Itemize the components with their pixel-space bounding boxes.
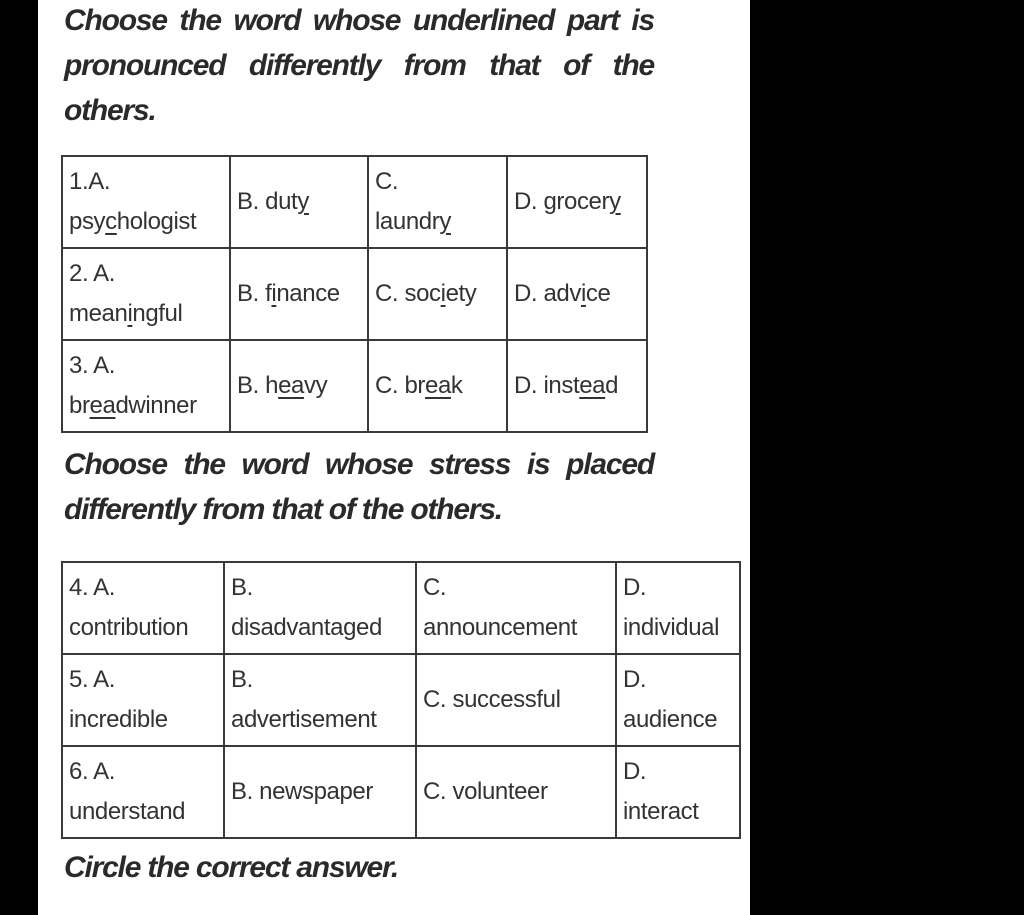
option-2b: B. finance bbox=[230, 248, 368, 340]
option-3a: 3. A. breadwinner bbox=[62, 340, 230, 432]
table-row bbox=[62, 746, 740, 838]
option-6a: 6. A. understand bbox=[62, 746, 224, 838]
table-row bbox=[62, 562, 740, 654]
option-5c: C. successful bbox=[416, 654, 616, 746]
stress-table bbox=[61, 561, 741, 839]
option-4a: 4. A. contribution bbox=[62, 562, 224, 654]
option-2c: C. society bbox=[368, 248, 507, 340]
option-6d: D. interact bbox=[616, 746, 740, 838]
option-6c: C. volunteer bbox=[416, 746, 616, 838]
table-row bbox=[62, 654, 740, 746]
option-2d: D. advice bbox=[507, 248, 647, 340]
option-5d: D. audience bbox=[616, 654, 740, 746]
instruction-pronunciation: Choose the word whose underlined part is pronounced differently from that of the others. bbox=[64, 4, 654, 127]
option-4c: C. announcement bbox=[416, 562, 616, 654]
option-4b: B. disadvantaged bbox=[224, 562, 416, 654]
worksheet-page bbox=[38, 0, 750, 915]
table-row bbox=[62, 156, 647, 248]
option-1b: B. duty bbox=[230, 156, 368, 248]
pronunciation-table bbox=[61, 155, 648, 433]
option-3b: B. heavy bbox=[230, 340, 368, 432]
table-row bbox=[62, 340, 647, 432]
option-4d: D. individual bbox=[616, 562, 740, 654]
option-1a: 1.A. psychologist bbox=[62, 156, 230, 248]
instruction-circle: Circle the correct answer. bbox=[64, 851, 398, 884]
option-1d: D. grocery bbox=[507, 156, 647, 248]
option-5b: B. advertisement bbox=[224, 654, 416, 746]
option-3d: D. instead bbox=[507, 340, 647, 432]
option-2a: 2. A. meaningful bbox=[62, 248, 230, 340]
option-5a: 5. A. incredible bbox=[62, 654, 224, 746]
instruction-stress: Choose the word whose stress is placed differently from that of the others. bbox=[64, 448, 654, 526]
option-3c: C. break bbox=[368, 340, 507, 432]
option-1c: C. laundry bbox=[368, 156, 507, 248]
table-row bbox=[62, 248, 647, 340]
option-6b: B. newspaper bbox=[224, 746, 416, 838]
